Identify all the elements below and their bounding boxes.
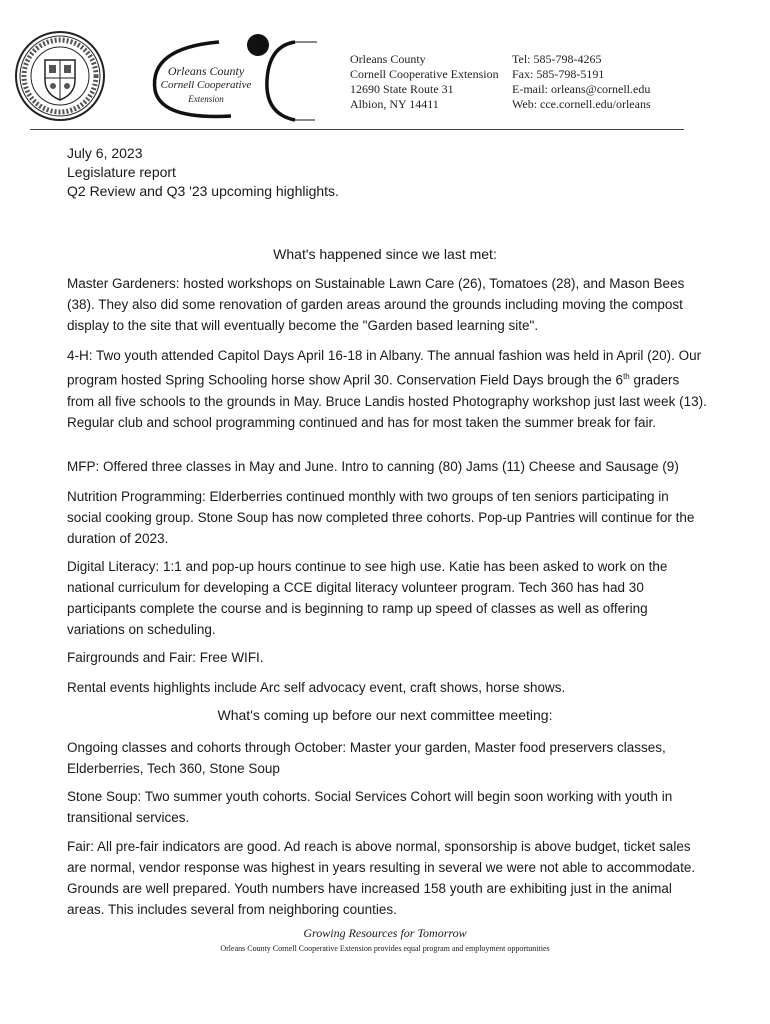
paragraph-master-gardeners: Master Gardeners: hosted workshops on Sustainable Lawn Care (26), Tomatoes (28), and Mason Bees (38). They also did some renovation of garden areas around the grounds including moving the compost display to the site that will eventually become the "Garden based learning site".	[67, 276, 685, 333]
letterhead	[0, 0, 770, 140]
paragraph-nutrition: Nutrition Programming: Elderberries continued monthly with two groups of ten seniors participating in social cooking group. Stone Soup has now completed three cohorts. Pop-up Pantries will continue for the duration of 2023.	[67, 489, 695, 546]
logo-line-3: Extension	[188, 94, 224, 104]
paragraph-4h-part-1: 4-H: Two youth attended Capitol Days April 16-18 in Albany. The annual fashion was held in April (20). Our program hosted Spring Schooling horse show April 30. Conservation Field Days brough the 6	[67, 348, 702, 388]
paragraph-fair: Fair: All pre-fair indicators are good. Ad reach is above normal, sponsorship is above budget, ticket sales are normal, vendor response was highest in years resulting in several we were not able to accommodate. Grounds are well prepared. Youth numbers have increased 158 youth are exhibiting just in the animal areas. This includes several from neighboring counties.	[67, 839, 696, 917]
email: E-mail: orleans@cornell.edu	[512, 82, 651, 96]
logo-line-2: Cornell Cooperative	[160, 79, 252, 91]
address-line: Albion, NY 14411	[350, 97, 439, 111]
paragraph-fairgrounds: Fairgrounds and Fair: Free WIFI.	[67, 650, 264, 665]
cornell-university-seal-icon	[14, 30, 106, 122]
footer-tagline: Growing Resources for Tomorrow	[303, 926, 467, 940]
address-line: Orleans County	[350, 52, 426, 66]
ordinal-suffix: th	[623, 372, 630, 381]
paragraph-4h	[67, 345, 707, 433]
section-heading-past: What's happened since we last met:	[273, 246, 497, 262]
office-address	[350, 52, 499, 112]
website: Web: cce.cornell.edu/orleans	[512, 97, 651, 111]
header-divider	[30, 129, 684, 130]
phone: Tel: 585-798-4265	[512, 52, 602, 66]
paragraph-rental: Rental events highlights include Arc self advocacy event, craft shows, horse shows.	[67, 680, 566, 695]
address-line: Cornell Cooperative Extension	[350, 67, 499, 81]
report-subtitle: Q2 Review and Q3 '23 upcoming highlights.	[67, 183, 339, 199]
footer-equal-opportunity: Orleans County Cornell Cooperative Extension provides equal program and employment opportunities	[220, 944, 550, 953]
address-line: 12690 State Route 31	[350, 82, 454, 96]
paragraph-mfp: MFP: Offered three classes in May and June. Intro to canning (80) Jams (11) Cheese and Sausage (9)	[67, 459, 679, 474]
contact-info	[512, 52, 651, 112]
report-title: Legislature report	[67, 164, 176, 180]
paragraph-stone-soup: Stone Soup: Two summer youth cohorts. Social Services Cohort will begin soon working with youth in transitional services.	[67, 789, 673, 825]
paragraph-ongoing: Ongoing classes and cohorts through October: Master your garden, Master food preservers classes, Elderberries, Tech 360, Stone Soup	[67, 740, 666, 776]
logo-line-1: Orleans County	[167, 64, 245, 78]
report-meta	[67, 144, 339, 201]
fax: Fax: 585-798-5191	[512, 67, 605, 81]
section-heading-upcoming: What's coming up before our next committee meeting:	[217, 707, 553, 723]
paragraph-digital-literacy: Digital Literacy: 1:1 and pop-up hours continue to see high use. Katie has been asked to work on the national curriculum for developing a CCE digital literacy volunteer program. Tech 360 has had 30 participants complete the course and is beginning to ramp up speed of classes as well as offering variations on scheduling.	[67, 559, 668, 637]
report-date: July 6, 2023	[67, 145, 143, 161]
logo-wordmark	[146, 64, 266, 106]
paragraph-4h-part-2: graders from all five schools to the grounds in May. Bruce Landis hosted Photography workshop just last week (13). Regular club and school programming continued and has for most taken the summer break for fair.	[67, 372, 707, 430]
